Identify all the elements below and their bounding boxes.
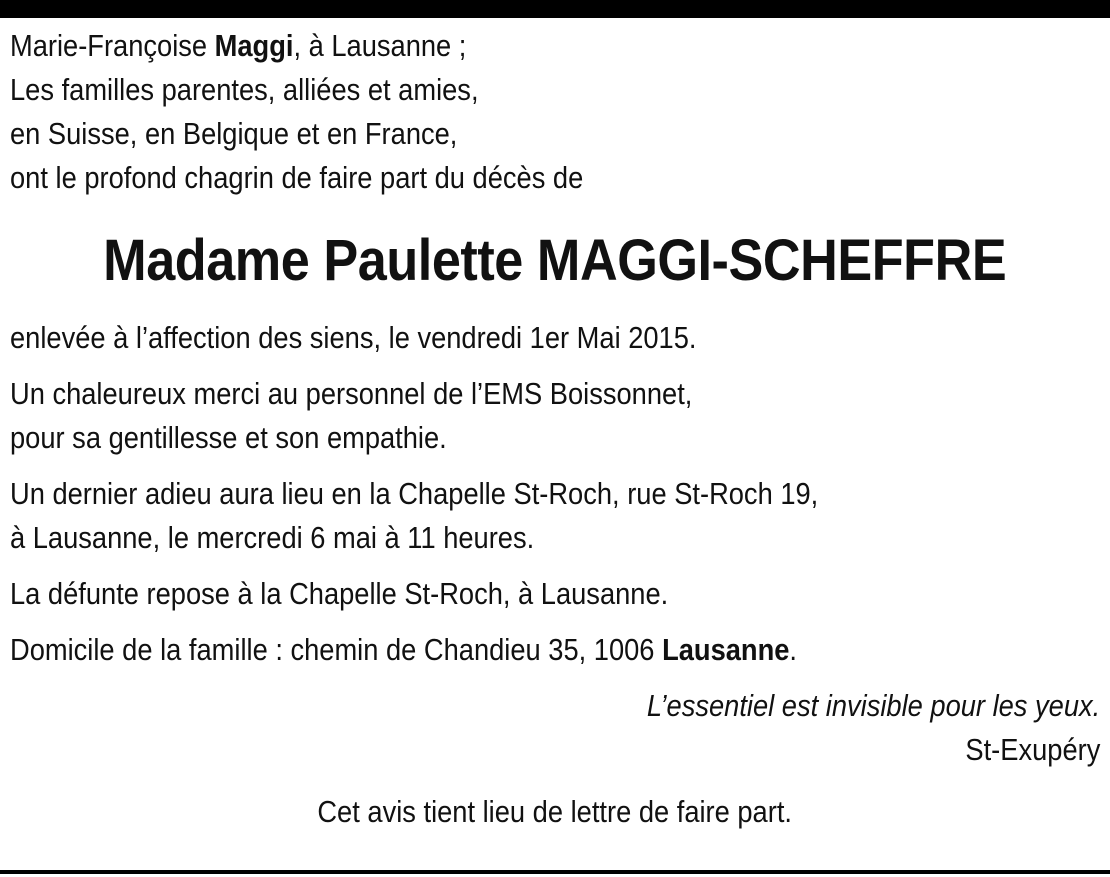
intro-line-1 [10,24,1100,68]
farewell-line-2: à Lausanne, le mercredi 6 mai à 11 heures. [10,520,535,555]
domicile-suffix: . [789,632,798,667]
intro-block [10,24,1100,200]
closing-line: Cet avis tient lieu de lettre de faire part. [317,794,793,829]
death-line: enlevée à l’affection des siens, le vendredi 1er Mai 2015. [10,320,697,355]
thanks-line-2: pour sa gentillesse et son empathie. [10,420,447,455]
thanks-line-1: Un chaleureux merci au personnel de l’EMS Boissonnet, [10,376,693,411]
intro-line-2: Les familles parentes, alliées et amies, [10,72,479,107]
thanks-paragraph [10,372,1100,460]
bottom-border-rule [0,870,1110,874]
quote: L’essentiel est invisible pour les yeux. [646,688,1100,723]
obituary-notice [10,24,1100,834]
intro-line-1-prefix: Marie-Françoise [10,28,215,63]
domicile-line [10,628,1100,672]
farewell-line-1: Un dernier adieu aura lieu en la Chapelle St-Roch, rue St-Roch 19, [10,476,819,511]
quote-author: St-Exupéry [965,732,1100,767]
intro-line-4: ont le profond chagrin de faire part du décès de [10,160,584,195]
deceased-name: Madame Paulette MAGGI-SCHEFFRE [103,228,1007,293]
intro-line-1-suffix: , à Lausanne ; [293,28,467,63]
domicile-city: Lausanne [662,632,790,667]
farewell-paragraph [10,472,1100,560]
top-border-rule [0,0,1110,18]
family-name-maggi: Maggi [214,28,294,63]
intro-line-3: en Suisse, en Belgique et en France, [10,116,458,151]
domicile-prefix: Domicile de la famille : chemin de Chandieu 35, 1006 [10,632,663,667]
rest-line: La défunte repose à la Chapelle St-Roch, à Lausanne. [10,576,669,611]
